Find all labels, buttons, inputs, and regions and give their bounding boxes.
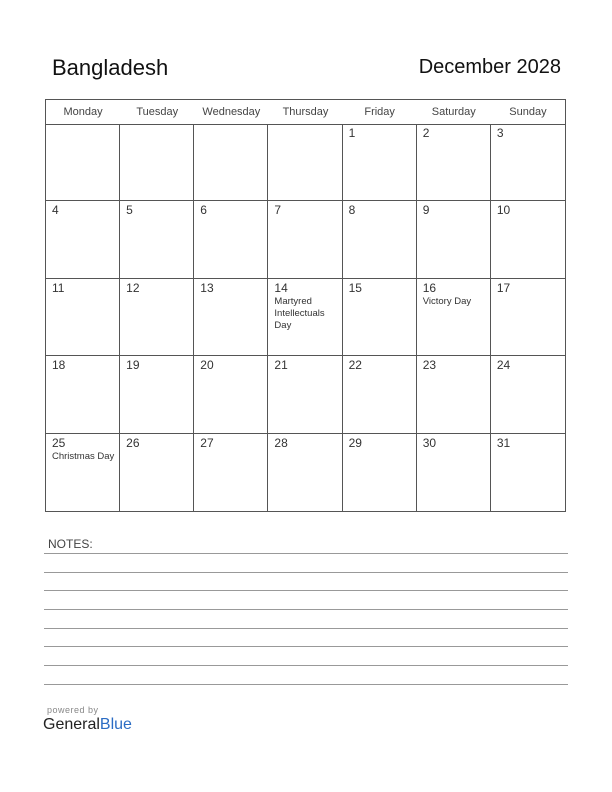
- calendar-month-title: December 2028: [418, 56, 561, 78]
- note-line: [44, 553, 568, 554]
- day-number: 30: [422, 435, 437, 450]
- day-number: 25: [52, 435, 66, 450]
- day-number: 1: [348, 126, 356, 140]
- calendar-day-cell: [417, 356, 491, 433]
- weekday-header-row: [46, 100, 565, 125]
- calendar-day-cell: [46, 124, 120, 201]
- calendar-day-cell: [491, 279, 565, 356]
- day-number: 15: [348, 280, 362, 295]
- day-number: 12: [126, 280, 140, 295]
- day-number: 29: [348, 435, 362, 450]
- day-number: 13: [200, 280, 214, 295]
- weekday-monday: Monday: [63, 106, 103, 118]
- day-number: 14: [274, 280, 288, 295]
- day-number: 24: [496, 358, 511, 373]
- weekday-saturday: Saturday: [431, 106, 476, 118]
- note-line: [44, 646, 568, 647]
- day-number: 2: [422, 126, 430, 140]
- calendar-day-cell: [417, 279, 491, 356]
- day-number: 21: [274, 358, 288, 373]
- calendar-day-cell: [343, 124, 417, 201]
- brand-general: General: [43, 716, 100, 733]
- day-number: 17: [496, 280, 511, 295]
- notes-label: NOTES:: [48, 537, 93, 551]
- calendar-day-cell: [194, 434, 268, 511]
- day-number: 19: [126, 358, 140, 373]
- calendar-day-cell: [268, 201, 342, 278]
- calendar-day-cell: [120, 434, 194, 511]
- calendar-day-cell: [120, 201, 194, 278]
- brand-blue: Blue: [99, 716, 132, 733]
- calendar-day-cell: [268, 279, 342, 356]
- generalblue-logo: [43, 716, 132, 734]
- day-grid: [46, 124, 565, 511]
- calendar-day-cell: [194, 279, 268, 356]
- note-line: [44, 628, 568, 629]
- holiday-label: Christmas Day: [52, 450, 115, 462]
- day-number: 31: [496, 435, 511, 450]
- calendar-day-cell: [46, 201, 120, 278]
- day-number: 5: [126, 203, 133, 218]
- calendar-day-cell: [417, 201, 491, 278]
- weekday-tuesday: Tuesday: [136, 106, 179, 118]
- calendar-day-cell: [491, 356, 565, 433]
- day-number: 6: [200, 203, 207, 218]
- weekday-friday: Friday: [364, 106, 395, 118]
- day-number: 8: [348, 203, 356, 218]
- day-number: 26: [126, 435, 140, 450]
- day-number: 3: [496, 126, 504, 140]
- note-line: [44, 590, 568, 591]
- day-number: 23: [422, 358, 437, 373]
- calendar-day-cell: [491, 124, 565, 201]
- day-number: 11: [52, 280, 65, 295]
- weekday-sunday: Sunday: [509, 106, 547, 118]
- note-line: [44, 609, 568, 610]
- calendar-day-cell: [194, 201, 268, 278]
- day-number: 20: [200, 358, 214, 373]
- weekday-thursday: Thursday: [282, 106, 329, 118]
- calendar-day-cell: [120, 124, 194, 201]
- day-number: 10: [496, 203, 511, 218]
- calendar-day-cell: [343, 356, 417, 433]
- day-number: 28: [274, 435, 288, 450]
- calendar-day-cell: [120, 356, 194, 433]
- day-number: 22: [348, 358, 362, 373]
- weekday-wednesday: Wednesday: [202, 106, 261, 118]
- day-number: 4: [52, 203, 59, 218]
- calendar-day-cell: [343, 279, 417, 356]
- calendar-day-cell: [268, 434, 342, 511]
- day-number: 9: [422, 203, 430, 218]
- note-line: [44, 572, 568, 573]
- calendar-day-cell: [194, 356, 268, 433]
- day-number: 27: [200, 435, 214, 450]
- calendar-day-cell: [343, 434, 417, 511]
- holiday-label: Martyred Intellectuals Day: [274, 295, 325, 331]
- note-line: [44, 665, 568, 666]
- note-line: [44, 684, 568, 685]
- powered-by-text: powered by: [47, 705, 99, 715]
- calendar-day-cell: [417, 434, 491, 511]
- calendar-day-cell: [268, 124, 342, 201]
- calendar-day-cell: [194, 124, 268, 201]
- holiday-label: Victory Day: [422, 295, 472, 307]
- calendar-day-cell: [46, 434, 120, 511]
- calendar-day-cell: [343, 201, 417, 278]
- calendar-day-cell: [417, 124, 491, 201]
- calendar-day-cell: [491, 201, 565, 278]
- day-number: 16: [422, 280, 437, 295]
- calendar-day-cell: [491, 434, 565, 511]
- day-number: 18: [52, 358, 66, 373]
- calendar-day-cell: [46, 356, 120, 433]
- calendar-day-cell: [120, 279, 194, 356]
- calendar-country-title: Bangladesh: [52, 55, 169, 80]
- calendar-day-cell: [46, 279, 120, 356]
- month-calendar: [45, 99, 566, 512]
- day-number: 7: [274, 203, 282, 218]
- calendar-day-cell: [268, 356, 342, 433]
